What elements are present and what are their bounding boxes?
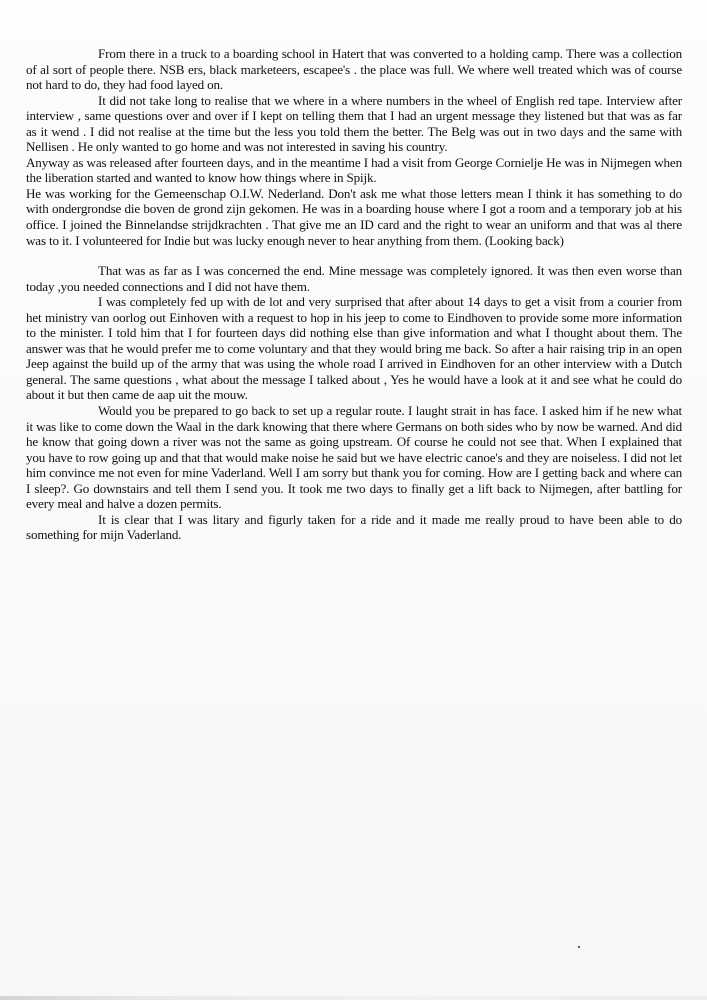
scan-bottom-edge xyxy=(0,996,707,1000)
paragraph-holding-camp: From there in a truck to a boarding school in Hatert that was converted to a holding camp. There was a collection of al sort of people there. NSB ers, black marketeers, escapee's . the place was full. We where well treated which was of course not hard to do, they had food layed on. xyxy=(26,46,682,93)
paragraph-message-ignored: That was as far as I was concerned the end. Mine message was completely ignored. It was then even worse than today ,you needed connections and I did not have them. xyxy=(26,263,682,294)
paragraph-courier-visit: I was completely fed up with de lot and very surprised that after about 14 days to get a visit from a courier from het ministry van oorlog out Einhoven with a request to hop in his jeep to come to Eindhoven to provide some more information to the minister. I told him that I for fourteen days did nothing else than give information and what I thought about them. The answer was that he would prefer me to come voluntary and that they would bring me back. So after a hair raising trip in an open Jeep against the build up of the army that was using the whole road I arrived in Eindhoven for an other interview with a Dutch general. The same questions , what about the message I talked about , Yes he would have a look at it and see what he could do about it but then came de aap uit the mouw. xyxy=(26,294,682,403)
paragraph-conclusion: It is clear that I was litary and figurly taken for a ride and it made me really proud to have been able to do something for mijn Vaderland. xyxy=(26,511,682,543)
document-body xyxy=(26,46,682,543)
paragraph-red-tape: It did not take long to realise that we where in a where numbers in the wheel of English red tape. Interview after interview , same questions over and over if I kept on telling them that I had an urgent message they listened but that was as far as it wend . I did not realise at the time but the less you told them the better. The Belg was out in two days and the same with Nellisen . He only wanted to go home and was not interested in saving his country. Anyway as was released after fourteen days, and in the meantime I had a visit from George Cornielje He was in Nijmegen when the liberation started and wanted to know how things where in Spijk. He was working for the Gemeenschap O.I.W. Nederland. Don't ask me what those letters mean I think it has something to do with ondergrondse die boven de grond zijn gekomen. He was in a boarding house where I got a room and a temporary job at his office. I joined the Binnelandse strijdkrachten . That give me an ID card and the right to wear an uniform and that was al there was to it. I volunteered for Indie but was lucky enough never to hear anything from them. (Looking back) xyxy=(26,92,682,248)
scan-speck xyxy=(578,946,580,948)
paragraph-regular-route: Would you be prepared to go back to set up a regular route. I laught strait in has face. I asked him if he new what it was like to come down the Waal in the dark knowing that there where Germans on both sides who by now be warned. And did he know that going down a river was not the same as going upstream. Of course he could not see that. When I explained that you have to row going up and that that would make noise he said but we have electric canoe's and they are noiseless. I did not let him convince me not even for mine Vaderland. Well I am sorry but thank you for coming. How are I getting back and where can I sleep?. Go downstairs and tell them I send you. It took me two days to finally get a lift back to Nijmegen, after battling for every meal and halve a dozen permits. xyxy=(26,403,682,512)
